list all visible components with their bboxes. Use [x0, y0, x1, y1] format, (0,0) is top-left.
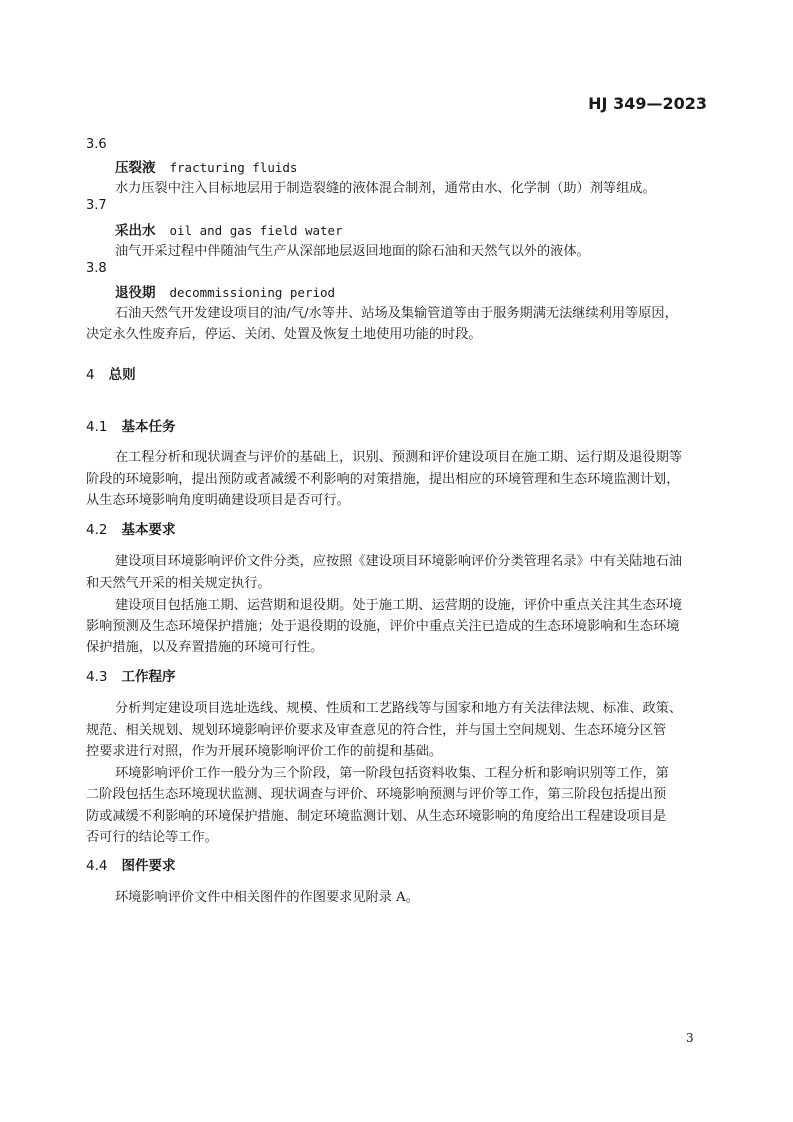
- term-name-zh: 退役期: [115, 285, 156, 301]
- paragraph-line: 环境影响评价工作一般分为三个阶段，第一阶段包括资料收集、工程分析和影响识别等工作，第: [115, 766, 669, 781]
- paragraph-line: 建设项目包括施工期、运营期和退役期。处于施工期、运营期的设施，评价中重点关注其生态环境: [115, 598, 683, 613]
- term-heading: [115, 156, 297, 176]
- section-number: 4.3: [86, 669, 108, 685]
- section-title: 基本要求: [121, 522, 176, 538]
- term-number: 3.7: [86, 198, 107, 213]
- term-number: 3.8: [86, 261, 107, 276]
- chapter-title: 总则: [108, 367, 136, 383]
- standard-code: HJ 349—2023: [588, 94, 707, 113]
- paragraph-line: 防或减缓不利影响的环境保护措施、制定环境监测计划、从生态环境影响的角度给出工程建设项目是: [86, 809, 667, 824]
- section-heading: [86, 854, 175, 874]
- paragraph-line: 影响预测及生态环境保护措施；处于退役期的设施，评价中重点关注已造成的生态环境影响和生态环境: [86, 619, 680, 634]
- term-name-zh: 压裂液: [115, 160, 156, 176]
- term-definition: 油气开采过程中伴随油气生产从深部地层返回地面的除石油和天然气以外的液体。: [115, 244, 590, 259]
- paragraph-line: 从生态环境影响角度明确建设项目是否可行。: [86, 493, 350, 508]
- term-heading: [115, 219, 343, 239]
- paragraph-line: 阶段的环境影响，提出预防或者减缓不利影响的对策措施，提出相应的环境管理和生态环境监测计划，: [86, 472, 680, 487]
- paragraph-line: 在工程分析和现状调查与评价的基础上，识别、预测和评价建设项目在施工期、运行期及退役期等: [115, 450, 683, 465]
- term-name-zh: 采出水: [115, 223, 156, 239]
- paragraph-line: 否可行的结论等工作。: [86, 830, 218, 845]
- paragraph-line: 控要求进行对照，作为开展环境影响评价工作的前提和基础。: [86, 744, 443, 759]
- section-number: 4.2: [86, 522, 108, 538]
- paragraph-line: 和天然气开采的相关规定执行。: [86, 576, 271, 591]
- section-title: 工作程序: [121, 669, 176, 685]
- chapter-heading: [86, 363, 136, 383]
- page-number: 3: [686, 1031, 694, 1045]
- paragraph-line: 环境影响评价文件中相关图件的作图要求见附录 A。: [115, 890, 419, 905]
- paragraph-line: 保护措施，以及弃置措施的环境可行性。: [86, 640, 324, 655]
- paragraph-line: 分析判定建设项目选址选线、规模、性质和工艺路线等与国家和地方有关法律法规、标准、政策、: [115, 701, 683, 716]
- section-heading: [86, 415, 175, 435]
- term-name-en: oil and gas field water: [169, 223, 343, 238]
- term-heading: [115, 281, 335, 301]
- term-definition-cont: 决定永久性废弃后，停运、关闭、处置及恢复土地使用功能的时段。: [86, 327, 482, 342]
- term-number: 3.6: [86, 137, 107, 152]
- term-definition: 水力压裂中注入目标地层用于制造裂缝的液体混合制剂，通常由水、化学制（助）剂等组成。: [115, 181, 656, 196]
- section-title: 图件要求: [121, 858, 176, 874]
- chapter-number: 4: [86, 367, 95, 383]
- section-number: 4.4: [86, 858, 108, 874]
- section-title: 基本任务: [121, 419, 176, 435]
- section-heading: [86, 518, 175, 538]
- term-name-en: decommissioning period: [169, 285, 336, 300]
- paragraph-line: 二阶段包括生态环境现状监测、现状调查与评价、环境影响预测与评价等工作，第三阶段包括提出预: [86, 787, 667, 802]
- term-definition: 石油天然气开发建设项目的油/气/水等井、站场及集输管道等由于服务期满无法继续利用等原因，: [115, 306, 678, 321]
- paragraph-line: 规范、相关规划、规划环境影响评价要求及审查意见的符合性，并与国土空间规划、生态环境分区管: [86, 723, 667, 738]
- paragraph-line: 建设项目环境影响评价文件分类，应按照《建设项目环境影响评价分类管理名录》中有关陆地石油: [115, 554, 683, 569]
- section-heading: [86, 665, 175, 685]
- section-number: 4.1: [86, 419, 108, 435]
- term-name-en: fracturing fluids: [169, 160, 298, 175]
